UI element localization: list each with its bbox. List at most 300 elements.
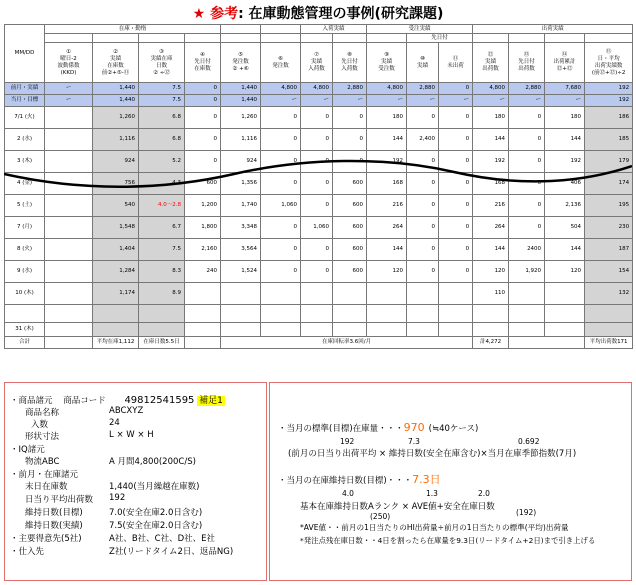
table-cell [333, 305, 367, 323]
table-cell: 0 [407, 217, 439, 239]
table-cell [221, 283, 261, 305]
table-cell: 230 [585, 217, 633, 239]
table-cell: 0 [407, 173, 439, 195]
table-cell [139, 323, 185, 337]
pack-qty-label: 入数 [31, 420, 49, 430]
table-cell: 0 [407, 261, 439, 283]
table-cell: 540 [93, 195, 139, 217]
table-cell: 6.8 [139, 129, 185, 151]
table-cell: 0 [439, 217, 473, 239]
table-cell: 1,174 [93, 283, 139, 305]
table-cell: 0 [407, 239, 439, 261]
table-cell: 120 [545, 261, 585, 283]
group-orders: 受注実績 [367, 25, 473, 34]
table-row [5, 261, 633, 283]
table-cell: 4.3 [139, 173, 185, 195]
table-cell: 504 [545, 217, 585, 239]
total-cell: 計4,272 [473, 337, 509, 349]
title-ref: 参考 [210, 6, 239, 22]
table-cell: 192 [545, 151, 585, 173]
table-cell [407, 305, 439, 323]
table-cell [509, 283, 545, 305]
table-cell [45, 129, 93, 151]
table-cell: 195 [585, 195, 633, 217]
table-cell: 0 [301, 239, 333, 261]
table-cell [367, 305, 407, 323]
table-cell [407, 283, 439, 305]
table-cell: 406 [545, 173, 585, 195]
col-header: ② 実績 在庫数 前②+⑤-⑪ [93, 43, 139, 83]
table-cell: 0 [333, 129, 367, 151]
table-cell: 0 [301, 173, 333, 195]
table-cell: 0 [509, 217, 545, 239]
table-cell: 110 [473, 283, 509, 305]
factor-250: (250) [370, 512, 391, 521]
row-date: 当月・目標 [5, 95, 45, 107]
table-cell: 0 [301, 151, 333, 173]
ave-note: *AVE値・・前月の1日当たりのHI出荷量÷前月の1日当たりの標準(平均)出荷量 [300, 523, 569, 532]
factor-4-0: 4.0 [342, 489, 354, 498]
table-cell: ー [439, 95, 473, 107]
table-cell: ー [473, 95, 509, 107]
table-row [5, 173, 633, 195]
factor-7-3: 7.3 [408, 437, 420, 446]
table-cell: 1,116 [93, 129, 139, 151]
table-cell [261, 283, 301, 305]
table-cell: 0 [301, 195, 333, 217]
table-cell: 264 [367, 217, 407, 239]
table-cell [585, 305, 633, 323]
table-cell: 3,348 [221, 217, 261, 239]
total-cell: 在庫日数5.5日 [139, 337, 185, 349]
table-row [5, 95, 633, 107]
total-cell [185, 337, 221, 349]
table-cell: 0 [261, 261, 301, 283]
pack-qty-value: 24 [109, 418, 120, 428]
table-cell: 6.7 [139, 217, 185, 239]
table-cell [45, 151, 93, 173]
table-cell: 0 [407, 151, 439, 173]
factor-2-0: 2.0 [478, 489, 490, 498]
supplement-note: 補足1 [199, 396, 223, 406]
table-cell: 1,060 [261, 195, 301, 217]
col-header: ⑪ 未出荷 [439, 43, 473, 83]
table-row [5, 239, 633, 261]
std-stock-formula: (前月の日当り出荷平均 × 維持日数(安全在庫含む)×当月在庫季節指数(7月) [288, 449, 577, 459]
table-cell [439, 323, 473, 337]
table-cell: 144 [473, 129, 509, 151]
std-stock-label: ・当月の標準(目標)在庫量・・・ [278, 424, 404, 434]
table-cell [333, 283, 367, 305]
table-cell [45, 173, 93, 195]
iq-spec-label: ・IQ諸元 [10, 445, 45, 455]
table-cell: 144 [473, 239, 509, 261]
col-header: ① 曜日-2 波動係数 (KKD) [45, 43, 93, 83]
table-cell: 2,136 [545, 195, 585, 217]
row-date: 4 (金) [5, 173, 45, 195]
table-cell: 0 [509, 107, 545, 129]
table-cell: 7.5 [139, 95, 185, 107]
table-cell: 180 [473, 107, 509, 129]
table-cell: 180 [545, 107, 585, 129]
row-date: 2 (水) [5, 129, 45, 151]
target-days-label: 維持日数(目標) [25, 508, 83, 518]
table-cell: 0 [261, 173, 301, 195]
row-date: 3 (木) [5, 151, 45, 173]
table-cell: 0 [439, 239, 473, 261]
col-header: ④ 先日付 在庫数 [185, 43, 221, 83]
actual-days-value: 7.5(安全在庫2.0日含む) [109, 521, 203, 531]
calculation-panel [269, 382, 632, 581]
table-cell [261, 305, 301, 323]
table-cell: 1,440 [93, 83, 139, 95]
table-cell: 1,524 [221, 261, 261, 283]
table-cell [185, 323, 221, 337]
table-cell: 7.5 [139, 239, 185, 261]
table-row [5, 195, 633, 217]
table-cell: 174 [585, 173, 633, 195]
table-cell: 0 [439, 107, 473, 129]
table-cell: 168 [367, 173, 407, 195]
table-row [5, 283, 633, 305]
table-cell: 120 [473, 261, 509, 283]
table-cell: 179 [585, 151, 633, 173]
table-cell: 7,680 [545, 83, 585, 95]
factor-192: 192 [340, 437, 355, 446]
table-cell: 2,160 [185, 239, 221, 261]
table-cell: 0 [301, 129, 333, 151]
table-cell: 0 [261, 217, 301, 239]
table-cell: 192 [585, 95, 633, 107]
table-cell: ー [545, 95, 585, 107]
table-cell: 6.8 [139, 107, 185, 129]
target-days-value: 7.0(安全在庫2.0日含む) [109, 508, 203, 518]
table-cell: 924 [93, 151, 139, 173]
reorder-note: *発注点残在庫日数・・4日を割ったら在庫量を9.3日(リードタイム+2日)まで引き上げる [300, 536, 596, 545]
table-cell: 0 [509, 151, 545, 173]
table-cell [261, 323, 301, 337]
table-cell [185, 283, 221, 305]
table-cell: 3,564 [221, 239, 261, 261]
table-cell [545, 305, 585, 323]
table-cell [509, 323, 545, 337]
table-cell [45, 283, 93, 305]
col-header: ⑥ 発注数 [261, 43, 301, 83]
factor-192b: (192) [516, 508, 537, 517]
table-cell: 1,800 [185, 217, 221, 239]
table-cell: 5.2 [139, 151, 185, 173]
table-cell [439, 305, 473, 323]
table-cell: 600 [333, 239, 367, 261]
total-cell: 平均在庫1,112 [93, 337, 139, 349]
keep-days-label: ・当月の在庫維持日数(目標)・・・ [278, 476, 413, 486]
table-cell [45, 107, 93, 129]
table-cell: 1,116 [221, 129, 261, 151]
table-cell [545, 283, 585, 305]
table-row [5, 151, 633, 173]
table-cell: 185 [585, 129, 633, 151]
supplier-value: Z社(リードタイム2日、返品NG) [109, 547, 234, 557]
table-cell: 600 [333, 195, 367, 217]
col-header: ⑨ 実績 受注数 [367, 43, 407, 83]
table-cell: 192 [367, 151, 407, 173]
row-date: 9 (水) [5, 261, 45, 283]
table-cell: 600 [185, 173, 221, 195]
table-cell: 8.9 [139, 283, 185, 305]
table-cell: 0 [439, 261, 473, 283]
table-cell [473, 323, 509, 337]
table-cell [367, 283, 407, 305]
table-cell: 186 [585, 107, 633, 129]
table-cell: 4,800 [473, 83, 509, 95]
keep-days-formula: 基本在庫維持日数Aランク × AVE値+安全在庫日数 [300, 502, 495, 512]
table-cell [333, 323, 367, 337]
total-cell: 合計 [5, 337, 45, 349]
table-cell [367, 323, 407, 337]
mmdd-header: MM/DD [5, 25, 45, 83]
table-cell: 1,356 [221, 173, 261, 195]
product-name-value: ABCXYZ [109, 406, 144, 416]
table-cell: 1,440 [221, 83, 261, 95]
table-cell: 600 [333, 261, 367, 283]
table-row [5, 217, 633, 239]
dimensions-value: L × W × H [109, 430, 154, 440]
table-cell: 2,880 [333, 83, 367, 95]
table-cell [473, 305, 509, 323]
table-cell: 1,548 [93, 217, 139, 239]
table-cell: 1,260 [93, 107, 139, 129]
table-cell [509, 305, 545, 323]
page-title [0, 3, 636, 23]
table-cell: 2,880 [407, 83, 439, 95]
table-cell: 4,800 [367, 83, 407, 95]
total-cell: 平均出荷数171 [585, 337, 633, 349]
table-cell: 1,284 [93, 261, 139, 283]
table-cell: 144 [545, 239, 585, 261]
table-cell: 240 [185, 261, 221, 283]
table-cell: 0 [439, 151, 473, 173]
product-spec-label: ・商品諸元 [10, 396, 53, 406]
table-cell: ー [333, 95, 367, 107]
table-row [5, 305, 633, 323]
table-cell: ー [301, 95, 333, 107]
table-cell: 180 [367, 107, 407, 129]
col-header: ⑤ 発注数 ② +⑥ [221, 43, 261, 83]
table-cell [45, 305, 93, 323]
factor-1-3: 1.3 [426, 489, 438, 498]
table-cell: 144 [545, 129, 585, 151]
daily-avg-ship-value: 192 [109, 493, 126, 503]
table-cell: 600 [333, 173, 367, 195]
table-cell: 0 [509, 195, 545, 217]
table-cell: 1,740 [221, 195, 261, 217]
group-receiving: 入荷実績 [301, 25, 367, 34]
daily-avg-ship-label: 日当り平均出荷数 [25, 495, 94, 505]
product-name-label: 商品名称 [25, 408, 60, 418]
table-cell: 4,800 [261, 83, 301, 95]
group-shipping: 出荷実績 [473, 25, 633, 34]
table-cell [45, 239, 93, 261]
col-header: ⑫ 実績 出荷数 [473, 43, 509, 83]
month-end-stock-label: 末日在庫数 [25, 482, 68, 492]
customers-value: A社、B社、C社、D社、E社 [109, 534, 215, 544]
table-cell [93, 305, 139, 323]
table-cell: 0 [185, 95, 221, 107]
group-due: 先日付 [407, 34, 473, 43]
table-cell: 1,060 [301, 217, 333, 239]
table-cell: 132 [585, 283, 633, 305]
table-cell: 1,920 [509, 261, 545, 283]
actual-days-label: 維持日数(実績) [25, 521, 83, 531]
col-header: ⑭ 出荷累計 ⑫+⑫ [545, 43, 585, 83]
table-cell: 0 [261, 107, 301, 129]
table-cell: 192 [585, 83, 633, 95]
table-cell: 144 [367, 239, 407, 261]
std-stock-cases: (≒40ケース) [428, 424, 479, 434]
table-cell [301, 323, 333, 337]
row-date: 7 (月) [5, 217, 45, 239]
table-cell [45, 217, 93, 239]
group-stock: 在庫・勤惰 [45, 25, 221, 34]
table-cell: 0 [439, 83, 473, 95]
std-stock-value: 970 [403, 421, 425, 434]
table-cell: 1,440 [93, 95, 139, 107]
table-cell: ー [261, 95, 301, 107]
table-cell: 216 [473, 195, 509, 217]
table-cell: 0 [261, 239, 301, 261]
table-cell: 2,400 [407, 129, 439, 151]
title-text: : 在庫動態管理の事例(研究課題) [238, 6, 444, 22]
table-cell [45, 261, 93, 283]
table-cell [45, 195, 93, 217]
table-cell: 0 [185, 151, 221, 173]
table-cell: 1,260 [221, 107, 261, 129]
table-cell: 0 [185, 83, 221, 95]
table-cell: 2400 [509, 239, 545, 261]
table-cell: 2,880 [509, 83, 545, 95]
table-cell [221, 323, 261, 337]
supplier-label: ・仕入先 [10, 547, 45, 557]
table-cell: ー [509, 95, 545, 107]
table-cell [139, 305, 185, 323]
table-cell: 0 [439, 173, 473, 195]
table-cell: 1,200 [185, 195, 221, 217]
table-cell [45, 323, 93, 337]
table-cell: 0 [407, 195, 439, 217]
table-cell: 1,440 [221, 95, 261, 107]
total-cell: 在庫回転率3.6回/月 [221, 337, 473, 349]
table-cell: 0 [185, 107, 221, 129]
col-header: ⑧ 先日付 入荷数 [333, 43, 367, 83]
row-date: 5 (土) [5, 195, 45, 217]
table-cell: 600 [333, 217, 367, 239]
table-cell [301, 283, 333, 305]
row-date: 前月・実績 [5, 83, 45, 95]
row-date [5, 305, 45, 323]
row-date: 7/1 (火) [5, 107, 45, 129]
table-cell: ー [45, 95, 93, 107]
table-row [5, 83, 633, 95]
table-cell [301, 305, 333, 323]
table-cell: 1,404 [93, 239, 139, 261]
table-cell: 0 [185, 129, 221, 151]
table-cell: 120 [367, 261, 407, 283]
table-cell [585, 323, 633, 337]
table-row [5, 107, 633, 129]
table-cell: 216 [367, 195, 407, 217]
col-header: ③ 実績在庫 日数 ② ÷⑫ [139, 43, 185, 83]
col-header: ⑬ 先日付 出荷数 [509, 43, 545, 83]
table-cell: 0 [439, 129, 473, 151]
prev-month-stock-label: ・前月・在庫諸元 [10, 470, 79, 480]
product-code-label: 商品コード [63, 396, 106, 406]
total-cell [509, 337, 585, 349]
table-cell: 4,800 [301, 83, 333, 95]
table-cell: ー [407, 95, 439, 107]
col-header: ⑩ 実績 [407, 43, 439, 83]
logistics-abc-value: A 月間4,800(200C/S) [109, 457, 196, 467]
factor-0-692: 0.692 [518, 437, 540, 446]
table-cell [439, 283, 473, 305]
table-cell: 0 [439, 195, 473, 217]
table-cell: 0 [301, 107, 333, 129]
table-cell: 0 [333, 107, 367, 129]
keep-days-value: 7.3日 [412, 473, 441, 486]
table-cell: 264 [473, 217, 509, 239]
row-date: 10 (木) [5, 283, 45, 305]
product-info-panel [4, 382, 267, 581]
table-cell: 154 [585, 261, 633, 283]
table-row [5, 129, 633, 151]
table-cell: 924 [221, 151, 261, 173]
inventory-table-container [4, 24, 632, 378]
row-date: 31 (木) [5, 323, 45, 337]
table-cell: 0 [407, 107, 439, 129]
row-date: 8 (火) [5, 239, 45, 261]
table-cell: 144 [367, 129, 407, 151]
table-cell: 0 [261, 151, 301, 173]
col-header: ⑮ 日・平均 出荷実績数 (前⑫+⑫)÷2 [585, 43, 633, 83]
table-cell: 192 [473, 151, 509, 173]
table-cell: 0 [509, 129, 545, 151]
table-cell: 4.0〜2.8 [139, 195, 185, 217]
table-cell [185, 305, 221, 323]
table-cell: 8.3 [139, 261, 185, 283]
table-cell: ー [45, 83, 93, 95]
table-cell: 0 [333, 151, 367, 173]
customers-label: ・主要得意先(5社) [10, 534, 82, 544]
table-cell: 7.5 [139, 83, 185, 95]
table-cell [407, 323, 439, 337]
dimensions-label: 形状寸法 [25, 432, 60, 442]
table-cell [93, 323, 139, 337]
table-cell: 0 [301, 261, 333, 283]
table-cell: 0 [261, 129, 301, 151]
total-cell [45, 337, 93, 349]
product-code-value: 49812541595 [124, 395, 195, 406]
table-cell: 187 [585, 239, 633, 261]
col-header: ⑦ 実績 入荷数 [301, 43, 333, 83]
table-row [5, 323, 633, 337]
table-cell: 756 [93, 173, 139, 195]
table-cell [221, 305, 261, 323]
table-cell: ー [367, 95, 407, 107]
total-row [5, 337, 633, 349]
inventory-table [4, 24, 633, 349]
month-end-stock-value: 1,440(当月繰越在庫数) [109, 482, 200, 492]
star-icon: ★ [192, 6, 206, 22]
table-cell: 168 [473, 173, 509, 195]
